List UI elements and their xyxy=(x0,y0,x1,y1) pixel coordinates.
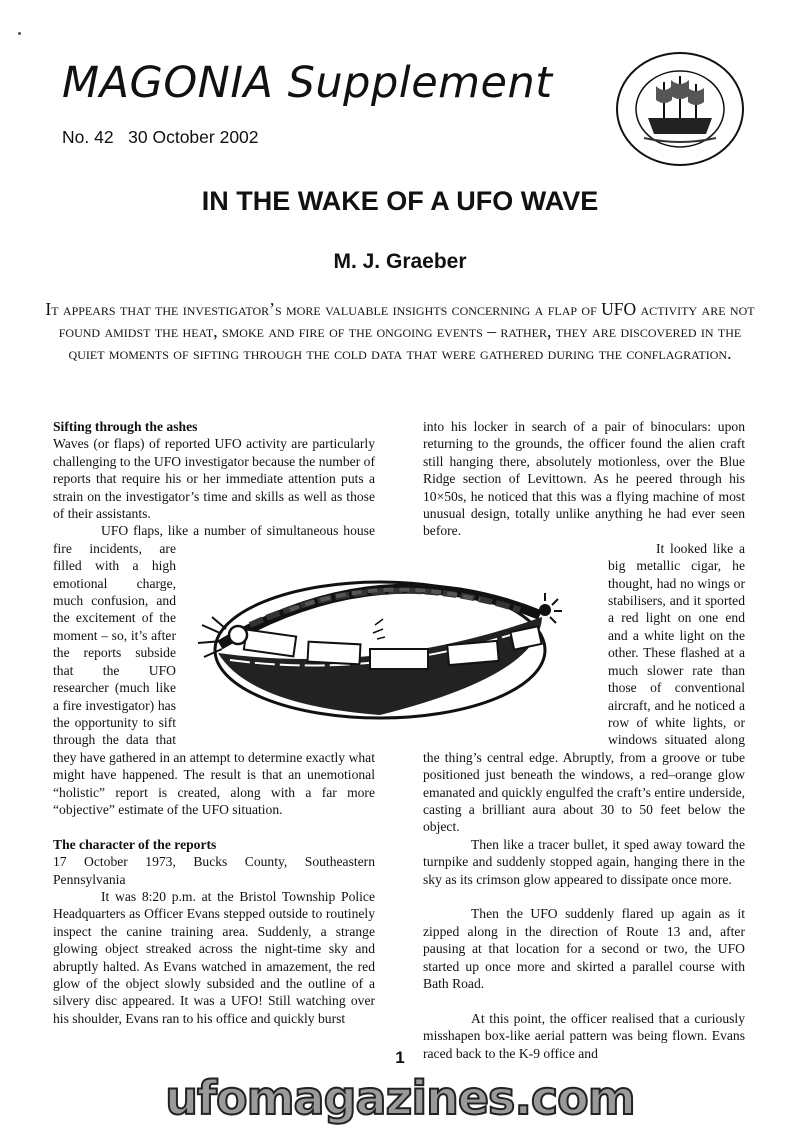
watermark: ufomagazines.com xyxy=(165,1071,635,1125)
article-title: IN THE WAKE OF A UFO WAVE xyxy=(201,186,599,216)
paragraph-part: UFO flaps, like a number of simultaneous house fire incidents, are filled with a high emotional xyxy=(53,523,375,591)
issue-info: No. 42 30 October 2002 xyxy=(62,127,259,147)
scan-speck xyxy=(18,32,21,35)
masthead: MAGONIA Supplement xyxy=(62,58,553,108)
section-heading: Sifting through the ashes xyxy=(53,419,198,434)
page-number: 1 xyxy=(395,1048,405,1067)
left-wrap-text: charge, much confusion, and the excitement of the moment – so, it’s after the reports subside that the UFO researcher (much like a fire investigator) has the opportunity to sift xyxy=(53,575,176,730)
dateline: 17 October 1973, Bucks County, Southeastern Pennsylvania xyxy=(53,854,375,887)
right-column xyxy=(423,418,745,1062)
paragraph: Then like a tracer bullet, it sped away toward the turnpike and suddenly stopped again, hanging there in the sky as its crimson glow appeared to dissipate once more. xyxy=(423,836,745,887)
paragraph-part: through the data that they have gathered in an attempt to determine exactly what might have happened. The result is that an unemotional “holistic” report is created, along with a far more “objective” estimate of the UFO situation. xyxy=(53,732,375,817)
paragraph: into his locker in search of a pair of binoculars: upon returning to the grounds, the officer found the alien craft still hanging there, absolutely motionless, over the Blue Ridge section of Levittown. As he peered through his 10×50s, he noticed that this was a flying machine of most unusual design, totally unlike anything he had ever seen before. xyxy=(423,419,745,539)
paragraph: It was 8:20 p.m. at the Bristol Township Police Headquarters as Officer Evans stepped outside to routinely inspect the canine training area. Suddenly, a strange glowing object streaked across the night-time sky and abruptly halted. As Evans watched in amazement, the red glow of the object slowly subsided and the outline of a silvery disc appeared. It was a UFO! Still watching over his shoulder, Evans ran to his office and quickly burst xyxy=(53,888,375,1026)
article-abstract: It appears that the investigator’s more valuable insights concerning a flap of UFO activity are not found amidst the heat, smoke and fire of the ongoing events – rather, they are discovered in the quiet moments of sifting through the cold data that were gathered during the conflagration. xyxy=(45,299,755,363)
right-wrap-text: thought, had no wings or stabilisers, and it sported a red light on one end and a white light on the other. These flashed at a much slower rate than those of conventional aircraft, and he xyxy=(608,575,745,713)
paragraph-part: noticed a row of white lights, or windows situated along the thing’s central edge. Abruptly, from a groove or tube positioned just beneath the windows, a red–orange glow emanated and quickly engulfed the craft’s entire underside, casting a brilliant aura about 30 to 50 feet below the object. xyxy=(423,697,745,835)
article-author: M. J. Graeber xyxy=(333,250,467,273)
image-wrap-spacer xyxy=(176,557,375,733)
paragraph: At this point, the officer realised that a curiously misshapen box-like aerial pattern was being flown. Evans raced back to the K-9 office and xyxy=(423,1010,745,1061)
section-heading: The character of the reports xyxy=(53,836,217,852)
magonia-logo xyxy=(614,50,746,168)
paragraph: Then the UFO suddenly flared up again as it zipped along in the direction of Route 13 and, after pausing at that location for a second or two, the UFO started up once more and skirted a parallel course with Bath Road. xyxy=(423,906,745,991)
left-column xyxy=(53,418,375,1027)
image-wrap-spacer xyxy=(423,557,608,733)
paragraph-part: It looked like a big metallic cigar, he xyxy=(608,540,745,574)
paragraph: Waves (or flaps) of reported UFO activity are particularly challenging to the UFO investigator because the number of reports that require his or her immediate attention puts a strain on the investigator’s time and skills as well as those of their assistants. xyxy=(53,436,375,522)
